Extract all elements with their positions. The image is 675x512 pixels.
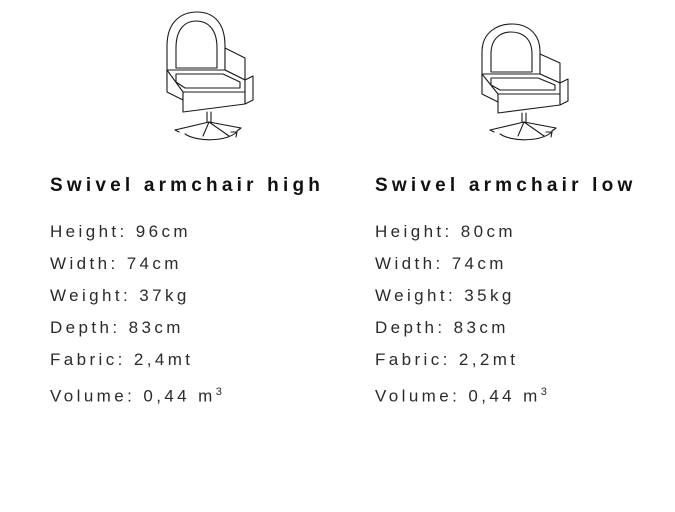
spec-volume-exponent: 3 xyxy=(215,386,222,398)
product-card-low xyxy=(337,0,674,413)
spec-depth: Depth: 83cm xyxy=(375,318,509,337)
spec-height: Height: 80cm xyxy=(375,222,516,241)
spec-volume-text: Volume: 0,44 m xyxy=(375,386,541,406)
spec-volume-exponent: 3 xyxy=(540,386,547,398)
product-title: Swivel armchair low xyxy=(375,175,637,196)
product-title: Swivel armchair high xyxy=(50,175,325,196)
spec-fabric: Fabric: 2,4mt xyxy=(50,350,194,369)
spec-height: Height: 96cm xyxy=(50,222,191,241)
spec-weight: Weight: 37kg xyxy=(50,286,190,305)
spec-list xyxy=(50,216,337,413)
spec-width: Width: 74cm xyxy=(375,254,507,273)
spec-volume xyxy=(50,376,337,413)
spec-volume xyxy=(375,376,674,413)
armchair-low-illustration xyxy=(375,0,674,170)
spec-depth: Depth: 83cm xyxy=(50,318,184,337)
product-card-high xyxy=(0,0,337,413)
spec-fabric: Fabric: 2,2mt xyxy=(375,350,519,369)
spec-weight: Weight: 35kg xyxy=(375,286,515,305)
spec-width: Width: 74cm xyxy=(50,254,182,273)
spec-volume-text: Volume: 0,44 m xyxy=(50,386,216,406)
spec-list xyxy=(375,216,674,413)
armchair-high-illustration xyxy=(50,0,337,170)
